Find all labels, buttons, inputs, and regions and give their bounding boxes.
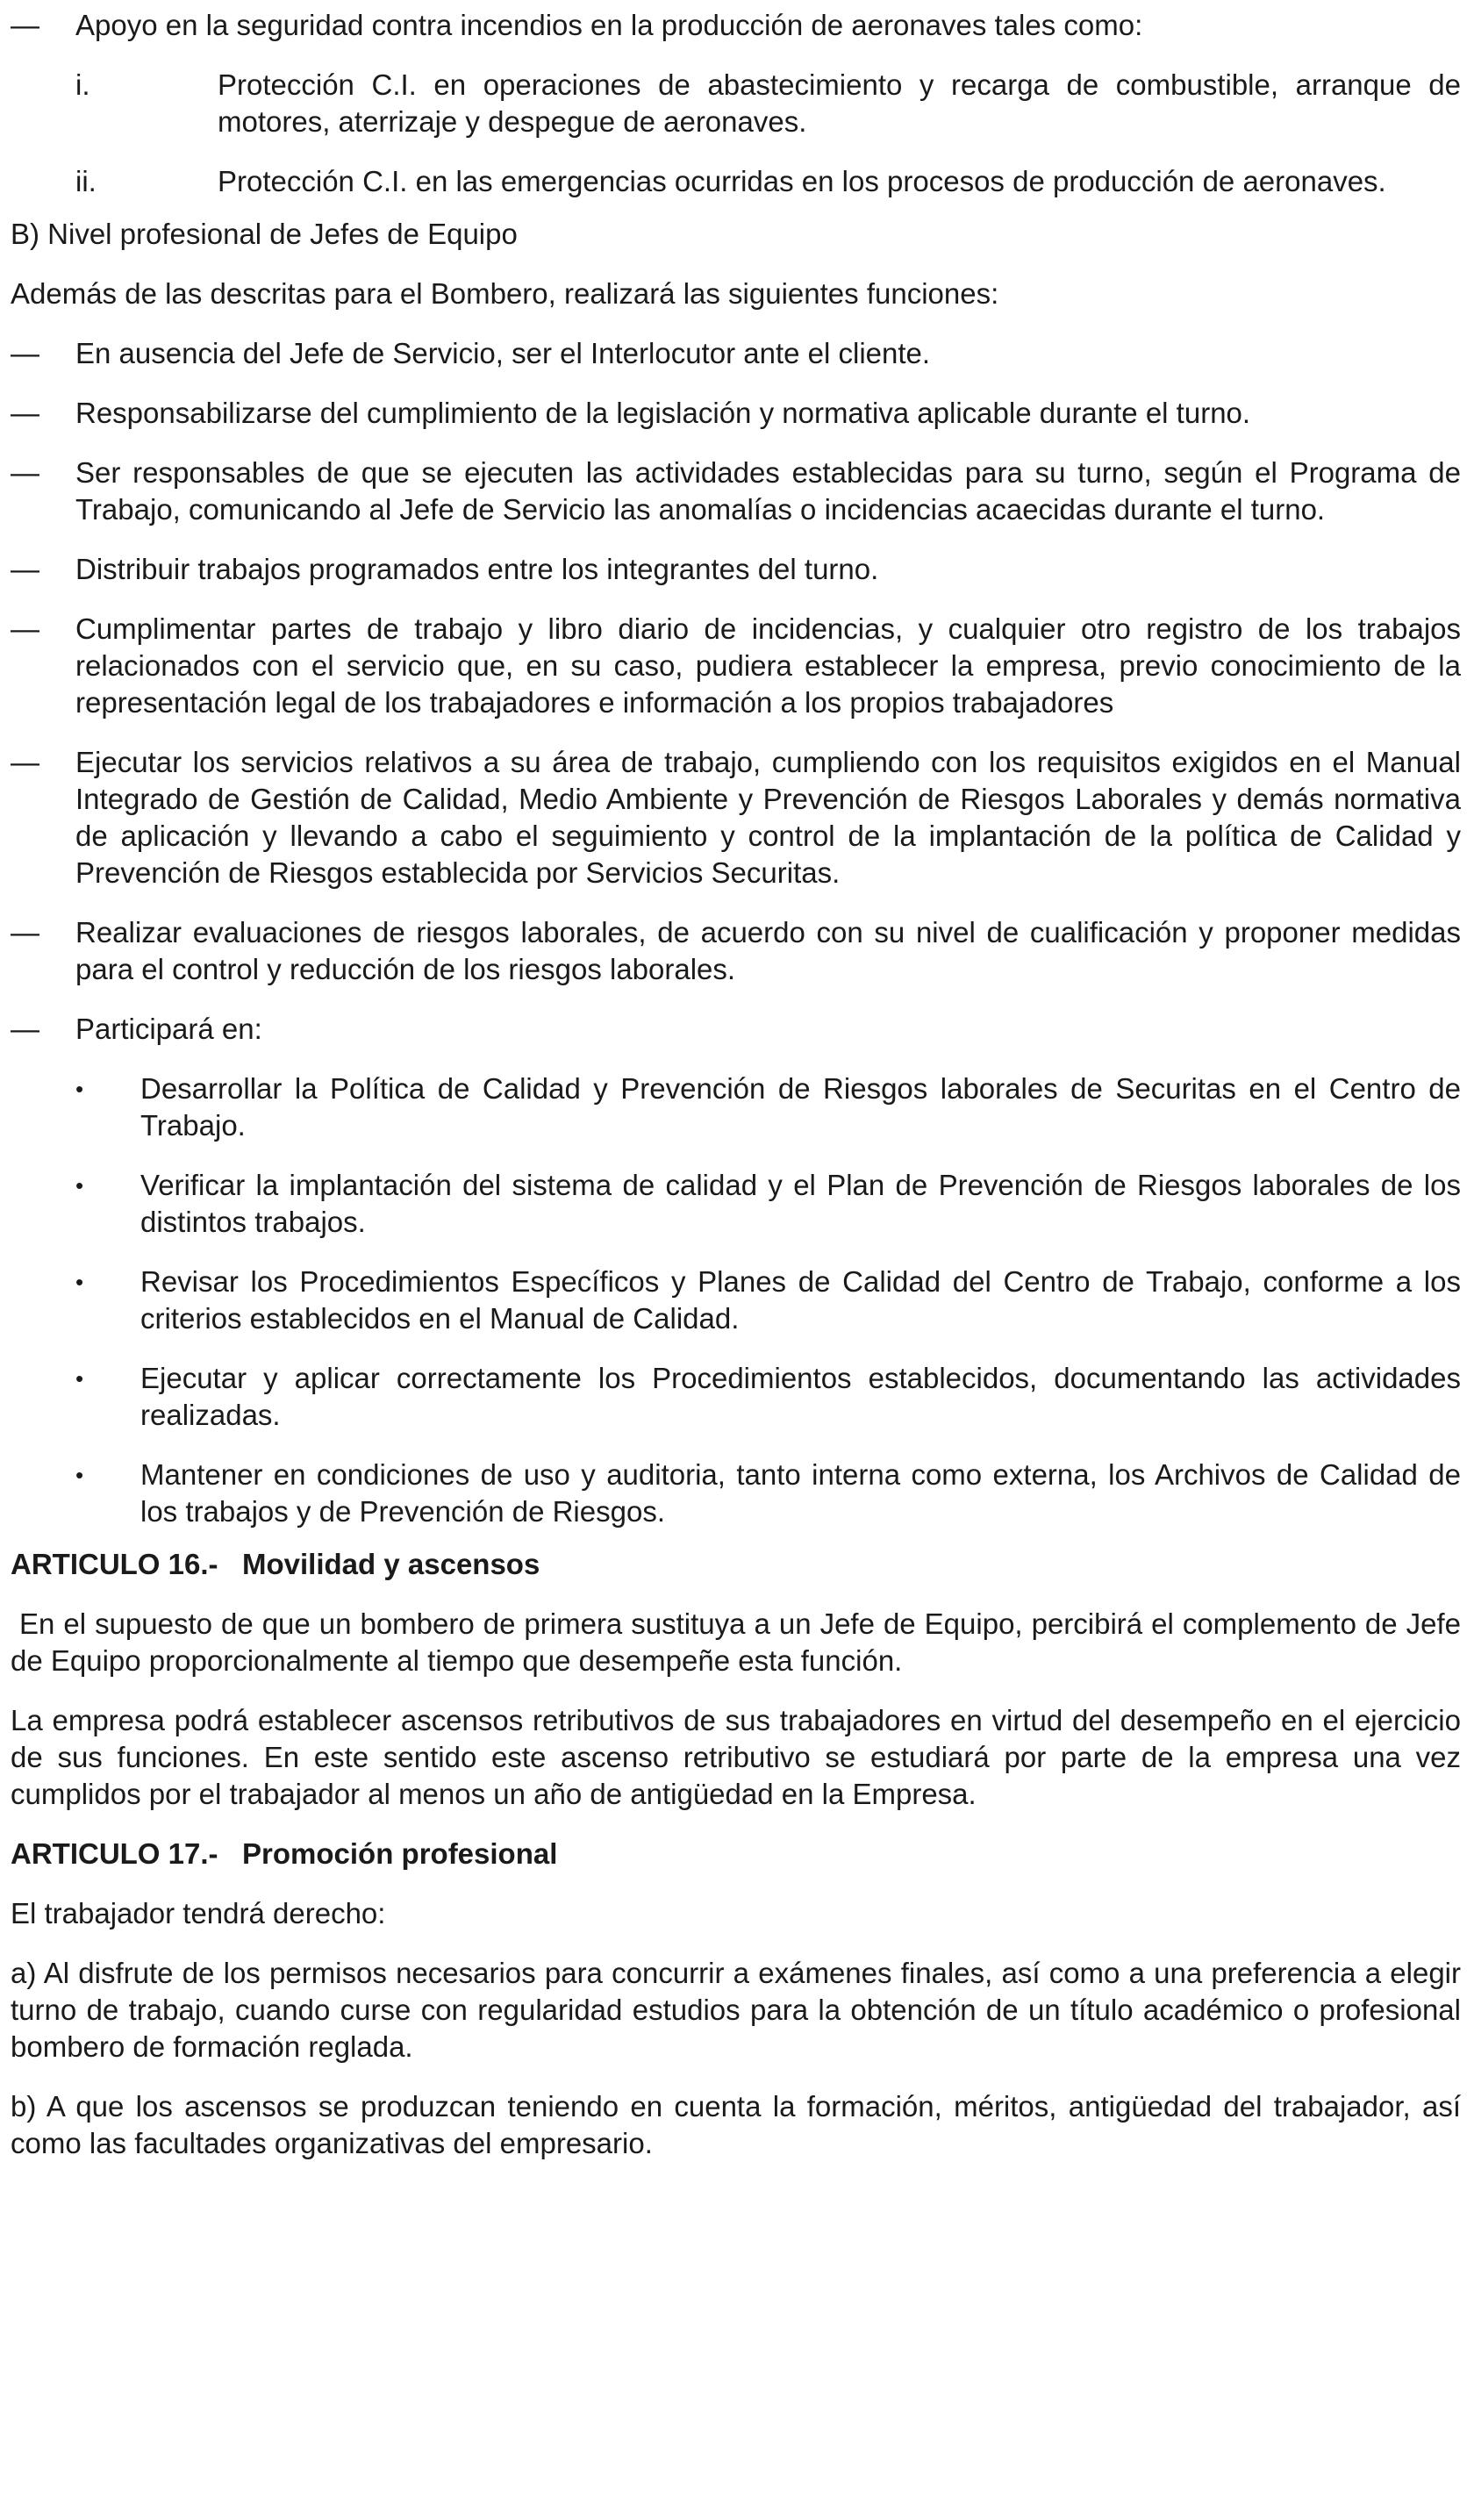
dash-marker: — [11,456,39,489]
roman-item-text: Protección C.I. en operaciones de abastecimiento y recarga de combustible, arranque de motores, aterrizaje y despegue de aeronaves. [218,68,1461,138]
list-item-text: Cumplimentar partes de trabajo y libro diario de incidencias, y cualquier otro registro de los trabajos relacionados con el servicio que, en su caso, pudiera establecer la empresa, previo conocimiento de la representación legal de los trabajadores e información a los propios trabajadores [75,612,1461,719]
bullet-list-item [11,1457,1461,1530]
list-item-text: En ausencia del Jefe de Servicio, ser el Interlocutor ante el cliente. [75,337,931,369]
list-item-text: Distribuir trabajos programados entre los integrantes del turno. [75,553,879,585]
bullet-item-text: Revisar los Procedimientos Específicos y Planes de Calidad del Centro de Trabajo, conforme a los criterios establecidos en el Manual de Calidad. [140,1265,1461,1335]
list-item-text: Ejecutar los servicios relativos a su área de trabajo, cumpliendo con los requisitos exigidos en el Manual Integrado de Gestión de Calidad, Medio Ambiente y Prevención de Riesgos Laborales y demás normativa de aplicación y llevando a cabo el seguimiento y control de la implantación de la política de Calidad y Prevención de Riesgos establecida por Servicios Securitas. [75,746,1461,889]
list-item [11,7,1461,44]
dash-marker: — [11,612,39,645]
article-17-paragraph: b) A que los ascensos se produzcan teniendo en cuenta la formación, méritos, antigüedad del trabajador, así como las facultades organizativas del empresario. [11,2090,1461,2159]
list-item [11,455,1461,528]
article-17-paragraph: a) Al disfrute de los permisos necesarios para concurrir a exámenes finales, así como a una preferencia a elegir turno de trabajo, cuando curse con regularidad estudios para la obtención de un título académico o profesional bombero de formación reglada. [11,1957,1461,2063]
article-17-paragraph: El trabajador tendrá derecho: [11,1897,386,1929]
bullet-list-item [11,1264,1461,1337]
section-b-title: B) Nivel profesional de Jefes de Equipo [11,218,518,250]
list-item [11,395,1461,432]
bullet-marker: • [75,1365,84,1392]
roman-marker: ii. [75,165,97,197]
dash-marker: — [11,9,39,41]
section-b-intro: Además de las descritas para el Bombero, realizará las siguientes funciones: [11,277,999,310]
list-item [11,611,1461,721]
bullet-item-text: Ejecutar y aplicar correctamente los Procedimientos establecidos, documentando las actividades realizadas. [140,1362,1461,1431]
article-16-paragraph: La empresa podrá establecer ascensos retributivos de sus trabajadores en virtud del desempeño en el ejercicio de sus funciones. En este sentido este ascenso retributivo se estudiará por parte de la empresa una vez cumplidos por el trabajador al menos un año de antigüedad en la Empresa. [11,1704,1461,1810]
list-item-text: Ser responsables de que se ejecuten las actividades establecidas para su turno, según el Programa de Trabajo, comunicando al Jefe de Servicio las anomalías o incidencias acaecidas durante el turno. [75,456,1461,526]
dash-marker: — [11,397,39,429]
bullet-list-item [11,1070,1461,1144]
bullet-marker: • [75,1462,84,1488]
bullet-item-text: Desarrollar la Política de Calidad y Prevención de Riesgos laborales de Securitas en el Centro de Trabajo. [140,1072,1461,1142]
list-item [11,551,1461,588]
bullet-list-item [11,1167,1461,1241]
roman-item-text: Protección C.I. en las emergencias ocurridas en los procesos de producción de aeronaves. [218,165,1386,197]
article-16-heading: ARTICULO 16.- Movilidad y ascensos [11,1548,540,1580]
bullet-marker: • [75,1172,84,1199]
bullet-marker: • [75,1269,84,1295]
dash-marker: — [11,337,39,369]
list-item-text: Responsabilizarse del cumplimiento de la legislación y normativa aplicable durante el turno. [75,397,1251,429]
list-item-text: Apoyo en la seguridad contra incendios en la producción de aeronaves tales como: [75,9,1143,41]
dash-marker: — [11,916,39,949]
dash-marker: — [11,553,39,585]
list-item-text: Realizar evaluaciones de riesgos laborales, de acuerdo con su nivel de cualificación y proponer medidas para el control y reducción de los riesgos laborales. [75,916,1461,985]
bullet-item-text: Verificar la implantación del sistema de calidad y el Plan de Prevención de Riesgos laborales de los distintos trabajos. [140,1169,1461,1238]
list-item [11,1011,1461,1048]
list-item [11,744,1461,891]
dash-marker: — [11,746,39,778]
roman-list-item [11,163,1461,200]
article-16-paragraph: En el supuesto de que un bombero de primera sustituya a un Jefe de Equipo, percibirá el complemento de Jefe de Equipo proporcionalmente al tiempo que desempeñe esta función. [11,1607,1470,1677]
list-item [11,335,1461,372]
list-item-text: Participará en: [75,1013,262,1045]
roman-marker: i. [75,68,90,101]
list-item [11,914,1461,988]
bullet-list-item [11,1360,1461,1434]
bullet-item-text: Mantener en condiciones de uso y auditoria, tanto interna como externa, los Archivos de Calidad de los trabajos y de Prevención de Riesgos. [140,1458,1461,1528]
roman-list-item [11,67,1461,140]
dash-marker: — [11,1013,39,1045]
bullet-marker: • [75,1076,84,1102]
article-17-heading: ARTICULO 17.- Promoción profesional [11,1837,558,1870]
